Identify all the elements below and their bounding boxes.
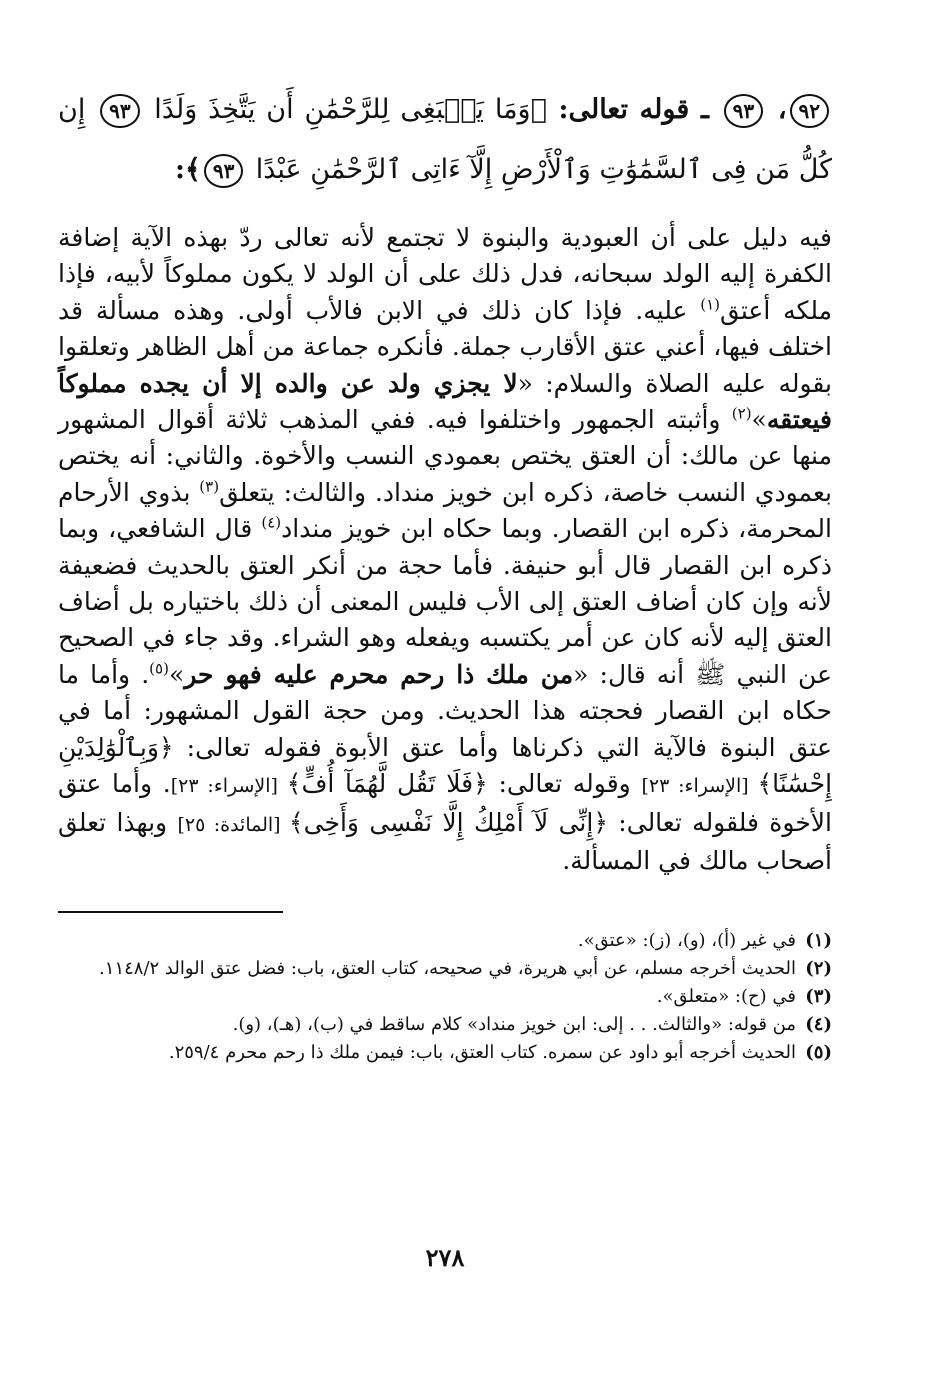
- footnote-number: (٣): [805, 986, 832, 1008]
- footnotes-section: [58, 927, 832, 1067]
- footnote-text: في (ح): «متعلق».: [656, 986, 796, 1008]
- footnote-text: من قوله: «والثالث. . . إلى: ابن خويز منداد» كلام ساقط في (ب)، (هـ)، (و).: [232, 1014, 796, 1036]
- book-page: [58, 80, 832, 1342]
- footnote-text: الحديث أخرجه أبو داود عن سمره. كتاب العتق، باب: فيمن ملك ذا رحم محرم ٢٥٩/٤.: [168, 1042, 796, 1064]
- footnote-ref-4[interactable]: (٤): [261, 513, 282, 532]
- surah-reference: [الإسراء: ٢٣]: [641, 775, 758, 798]
- surah-reference: [المائدة: ٢٥]: [177, 813, 290, 836]
- text-segment: فيه دليل على أن العبودية والبنوة لا تجتمع لأنه تعالى ردّ بهذه الآية إضافة الكفرة إليه الولد سبحانه، فدل ذلك على أن الولد لا يكون مملوكاً لأبيه، فإذا ملكه أعتق: [58, 223, 832, 325]
- heading-label: قوله تعالى:: [546, 94, 690, 125]
- text-segment: عليه. فإذا كان ذلك في الابن فالأب أولى. وهذه مسألة قد اختلف فيها، أعني عتق الأقارب جملة. فأنكره جماعة من أهل الظاهر وتعلقوا بقوله عليه الصلاة والسلام: «: [58, 295, 832, 398]
- verse-number-92: ٩٢: [790, 94, 829, 128]
- quran-verse-part-2: إِن كُلُّ مَن فِى ٱلسَّمَٰوَٰتِ وَٱلْأَرْضِ إِلَّآ ءَاتِى ٱلرَّحْمَٰنِ عَبْدًا: [58, 94, 832, 185]
- surah-reference: [الإسراء: ٢٣]: [170, 775, 287, 798]
- text-segment: وبهذا تعلق أصحاب مالك في المسألة.: [58, 807, 832, 875]
- footnote-item: [58, 1039, 832, 1067]
- footnote-number: (٤): [805, 1014, 832, 1036]
- footnote-item: [58, 955, 832, 983]
- heading-close: ﴾:: [175, 154, 201, 185]
- text-segment: وأثبته الجمهور واختلفوا فيه. ففي المذهب ثلاثة أقوال المشهور منها عن مالك: أن العتق يختص بعمودي النسب والأخوة. والثاني: أنه يختص بعمودي النسب خاصة، ذكره ابن خويز منداد. والثالث: يتعلق: [58, 405, 832, 507]
- separator-comma: ،: [766, 94, 787, 125]
- footnote-item: [58, 1011, 832, 1039]
- hadith-quote: لا يجزي ولد عن والده إلا أن يجده مملوكاً فيعتقه: [58, 368, 832, 435]
- text-segment: قال الشافعي، وبما ذكره ابن القصار قال أبو حنيفة. فأما حجة من أنكر العتق بالحديث فضعيفة لأنه وإن كان أضاف العتق إلى الأب فليس المعنى أن ذلك باختياره بل أضاف العتق إليه لأنه كان عن أمر يكتسبه ويفعله وهو الشراء. وقد جاء في الصحيح عن النبي ﷺ أنه قال: «: [58, 514, 832, 689]
- text-segment: . وأما عتق الأخوة فلقوله تعالى:: [58, 769, 832, 837]
- verse-heading: [58, 80, 832, 200]
- page-number: ٢٧٨: [425, 1243, 465, 1272]
- footnote-item: [58, 927, 832, 955]
- text-segment: وقوله تعالى:: [487, 769, 642, 799]
- heading-dash: ـ: [689, 94, 721, 125]
- quran-citation: ﴿فَلَا تَقُل لَّهُمَآ أُفٍّ﴾: [286, 769, 488, 799]
- footnote-ref-5[interactable]: (٥): [149, 659, 169, 678]
- footnote-text: في غير (أ)، (و)، (ز): «عتق».: [577, 930, 796, 952]
- text-segment: »: [751, 405, 767, 435]
- hadith-quote: من ملك ذا رحم محرم عليه فهو حر: [184, 659, 574, 689]
- footnote-item: [58, 983, 832, 1011]
- quran-verse-part-1: ﴿وَمَا يَنۢبَغِى لِلرَّحْمَٰنِ أَن يَتَّخِذَ وَلَدًا: [154, 94, 547, 125]
- verse-number-93-end: ٩٣: [204, 154, 243, 188]
- footnote-separator: [58, 911, 283, 913]
- quran-citation: ﴿وَبِٱلْوَٰلِدَيْنِ إِحْسَٰنًا﴾: [58, 732, 833, 799]
- verse-number-93: ٩٣: [724, 94, 763, 128]
- footnote-ref-1[interactable]: (١): [700, 295, 721, 314]
- footnote-ref-2[interactable]: (٢): [731, 404, 752, 423]
- text-segment: »: [168, 659, 185, 689]
- commentary-paragraph: [58, 220, 832, 879]
- footnote-number: (٥): [805, 1042, 832, 1064]
- footnote-ref-3[interactable]: (٣): [199, 477, 220, 496]
- footnote-text: الحديث أخرجه مسلم، عن أبي هريرة، في صحيحه، كتاب العتق، باب: فضل عتق الوالد ١١٤٨/٢.: [99, 958, 796, 980]
- text-segment: بذوي الأرحام المحرمة، ذكره ابن القصار. وبما حكاه ابن خويز منداد: [58, 477, 832, 544]
- text-segment: . وأما ما حكاه ابن القصار فحجته هذا الحديث. ومن حجة القول المشهور: أما في عتق البنوة فالآية التي ذكرناها وأما عتق الأبوة فقوله تعالى:: [58, 659, 832, 762]
- footnote-number: (١): [805, 930, 832, 952]
- quran-citation: ﴿إِنِّى لَآ أَمْلِكُ إِلَّا نَفْسِى وَأَخِى﴾: [289, 807, 608, 837]
- footnote-number: (٢): [805, 958, 832, 980]
- verse-number-93-inline: ٩٣: [100, 94, 139, 128]
